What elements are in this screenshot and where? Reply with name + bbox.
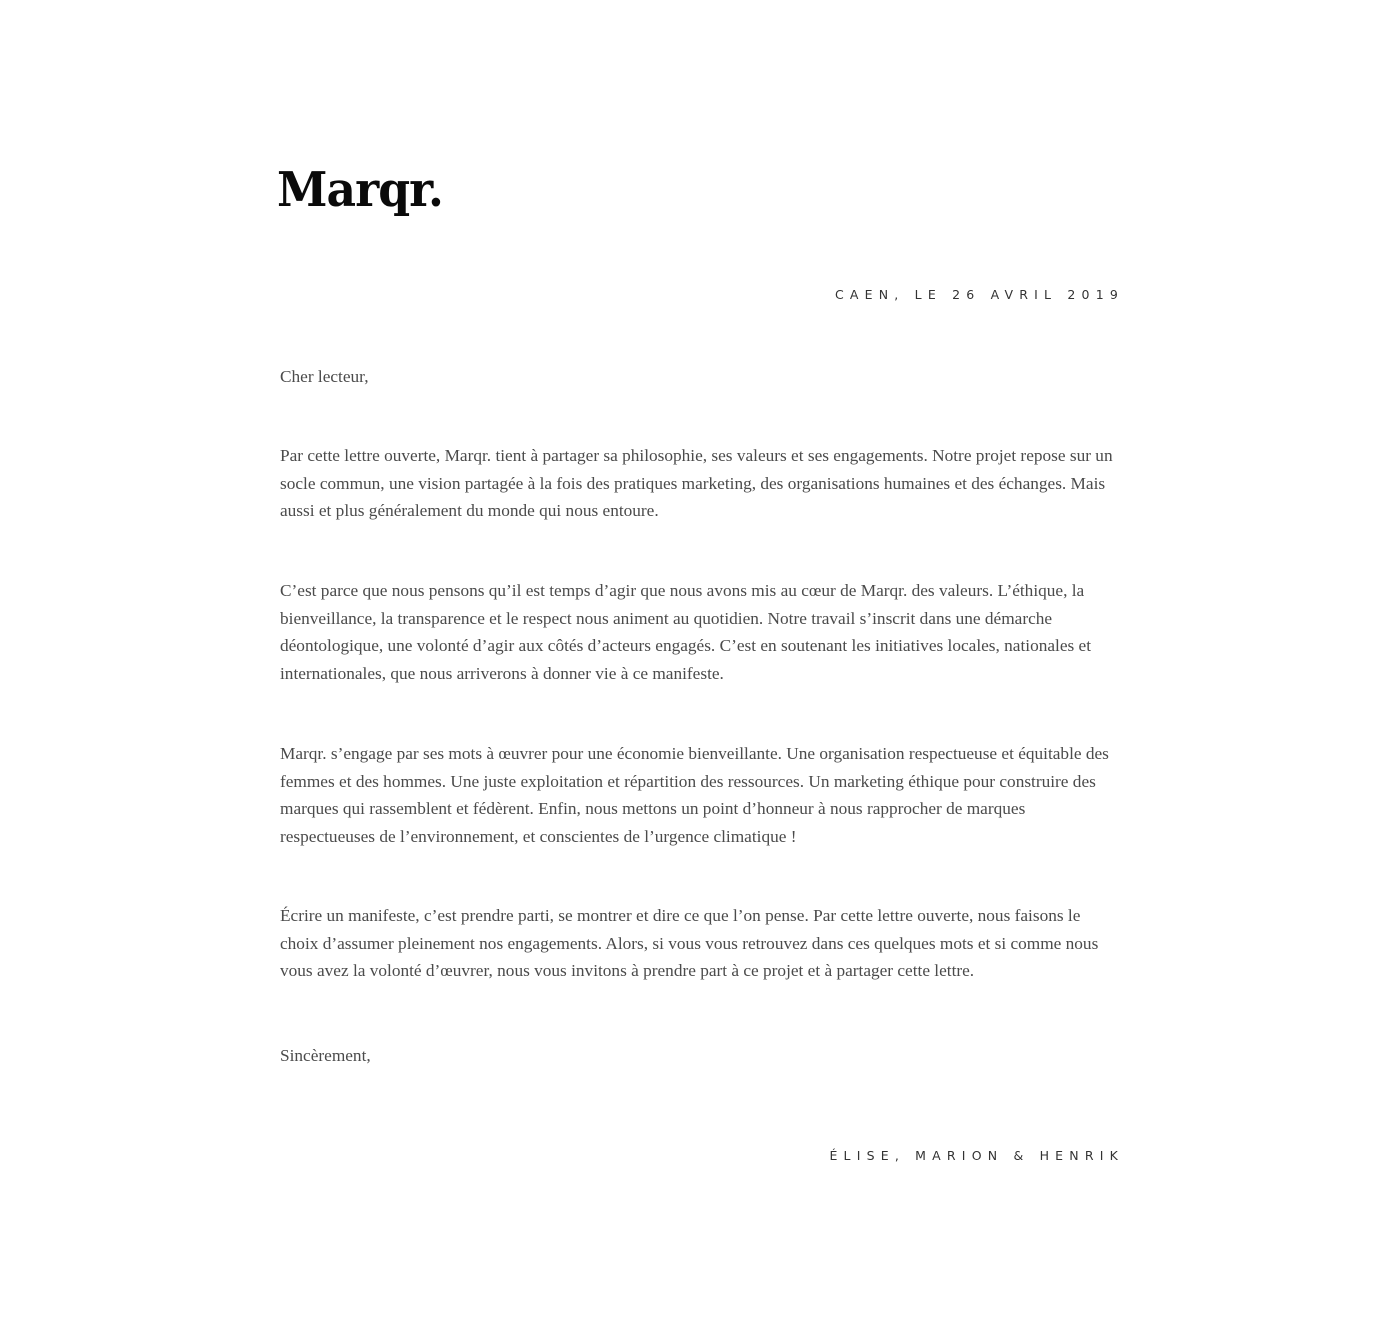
letter-paragraph-3: Marqr. s’engage par ses mots à œuvrer pour une économie bienveillante. Une organisation respectueuse et équitable des femmes et des hommes. Une juste exploitation et répartition des ressources. Un marketing éthique pour construire des marques qui rassemblent et fédèrent. Enfin, nous mettons un point d’honneur à nous rapprocher de marques respectueuses de l’environnement, et conscientes de l’urgence climatique ! (280, 744, 1109, 847)
letter-greeting: Cher lecteur, (280, 367, 369, 386)
letter-paragraph-2: C’est parce que nous pensons qu’il est temps d’agir que nous avons mis au cœur de Marqr. des valeurs. L’éthique, la bienveillance, la transparence et le respect nous animent au quotidien. Notre travail s’inscrit dans une démarche déontologique, une volonté d’agir aux côtés d’acteurs engagés. C’est en soutenant les initiatives locales, nationales et internationales, que nous arriverons à donner vie à ce manifeste. (280, 581, 1092, 684)
letter-date: CAEN, LE 26 AVRIL 2019 (834, 287, 1124, 302)
brand-logo: Marqr. (277, 162, 443, 218)
letter-paragraph-4: Écrire un manifeste, c’est prendre parti, se montrer et dire ce que l’on pense. Par cette lettre ouverte, nous faisons le choix d’assumer pleinement nos engagements. Alors, si vous vous retrouvez dans ces quelques mots et si comme nous vous avez la volonté d’œuvrer, nous vous invitons à prendre part à ce projet et à partager cette lettre. (280, 906, 1099, 981)
letter-closing: Sincèrement, (280, 1046, 371, 1065)
letter-signature: ÉLISE, MARION & HENRIK (829, 1148, 1124, 1163)
letter-paragraph-1: Par cette lettre ouverte, Marqr. tient à partager sa philosophie, ses valeurs et ses engagements. Notre projet repose sur un socle commun, une vision partagée à la fois des pratiques marketing, des organisations humaines et des échanges. Mais aussi et plus généralement du monde qui nous entoure. (280, 446, 1113, 521)
